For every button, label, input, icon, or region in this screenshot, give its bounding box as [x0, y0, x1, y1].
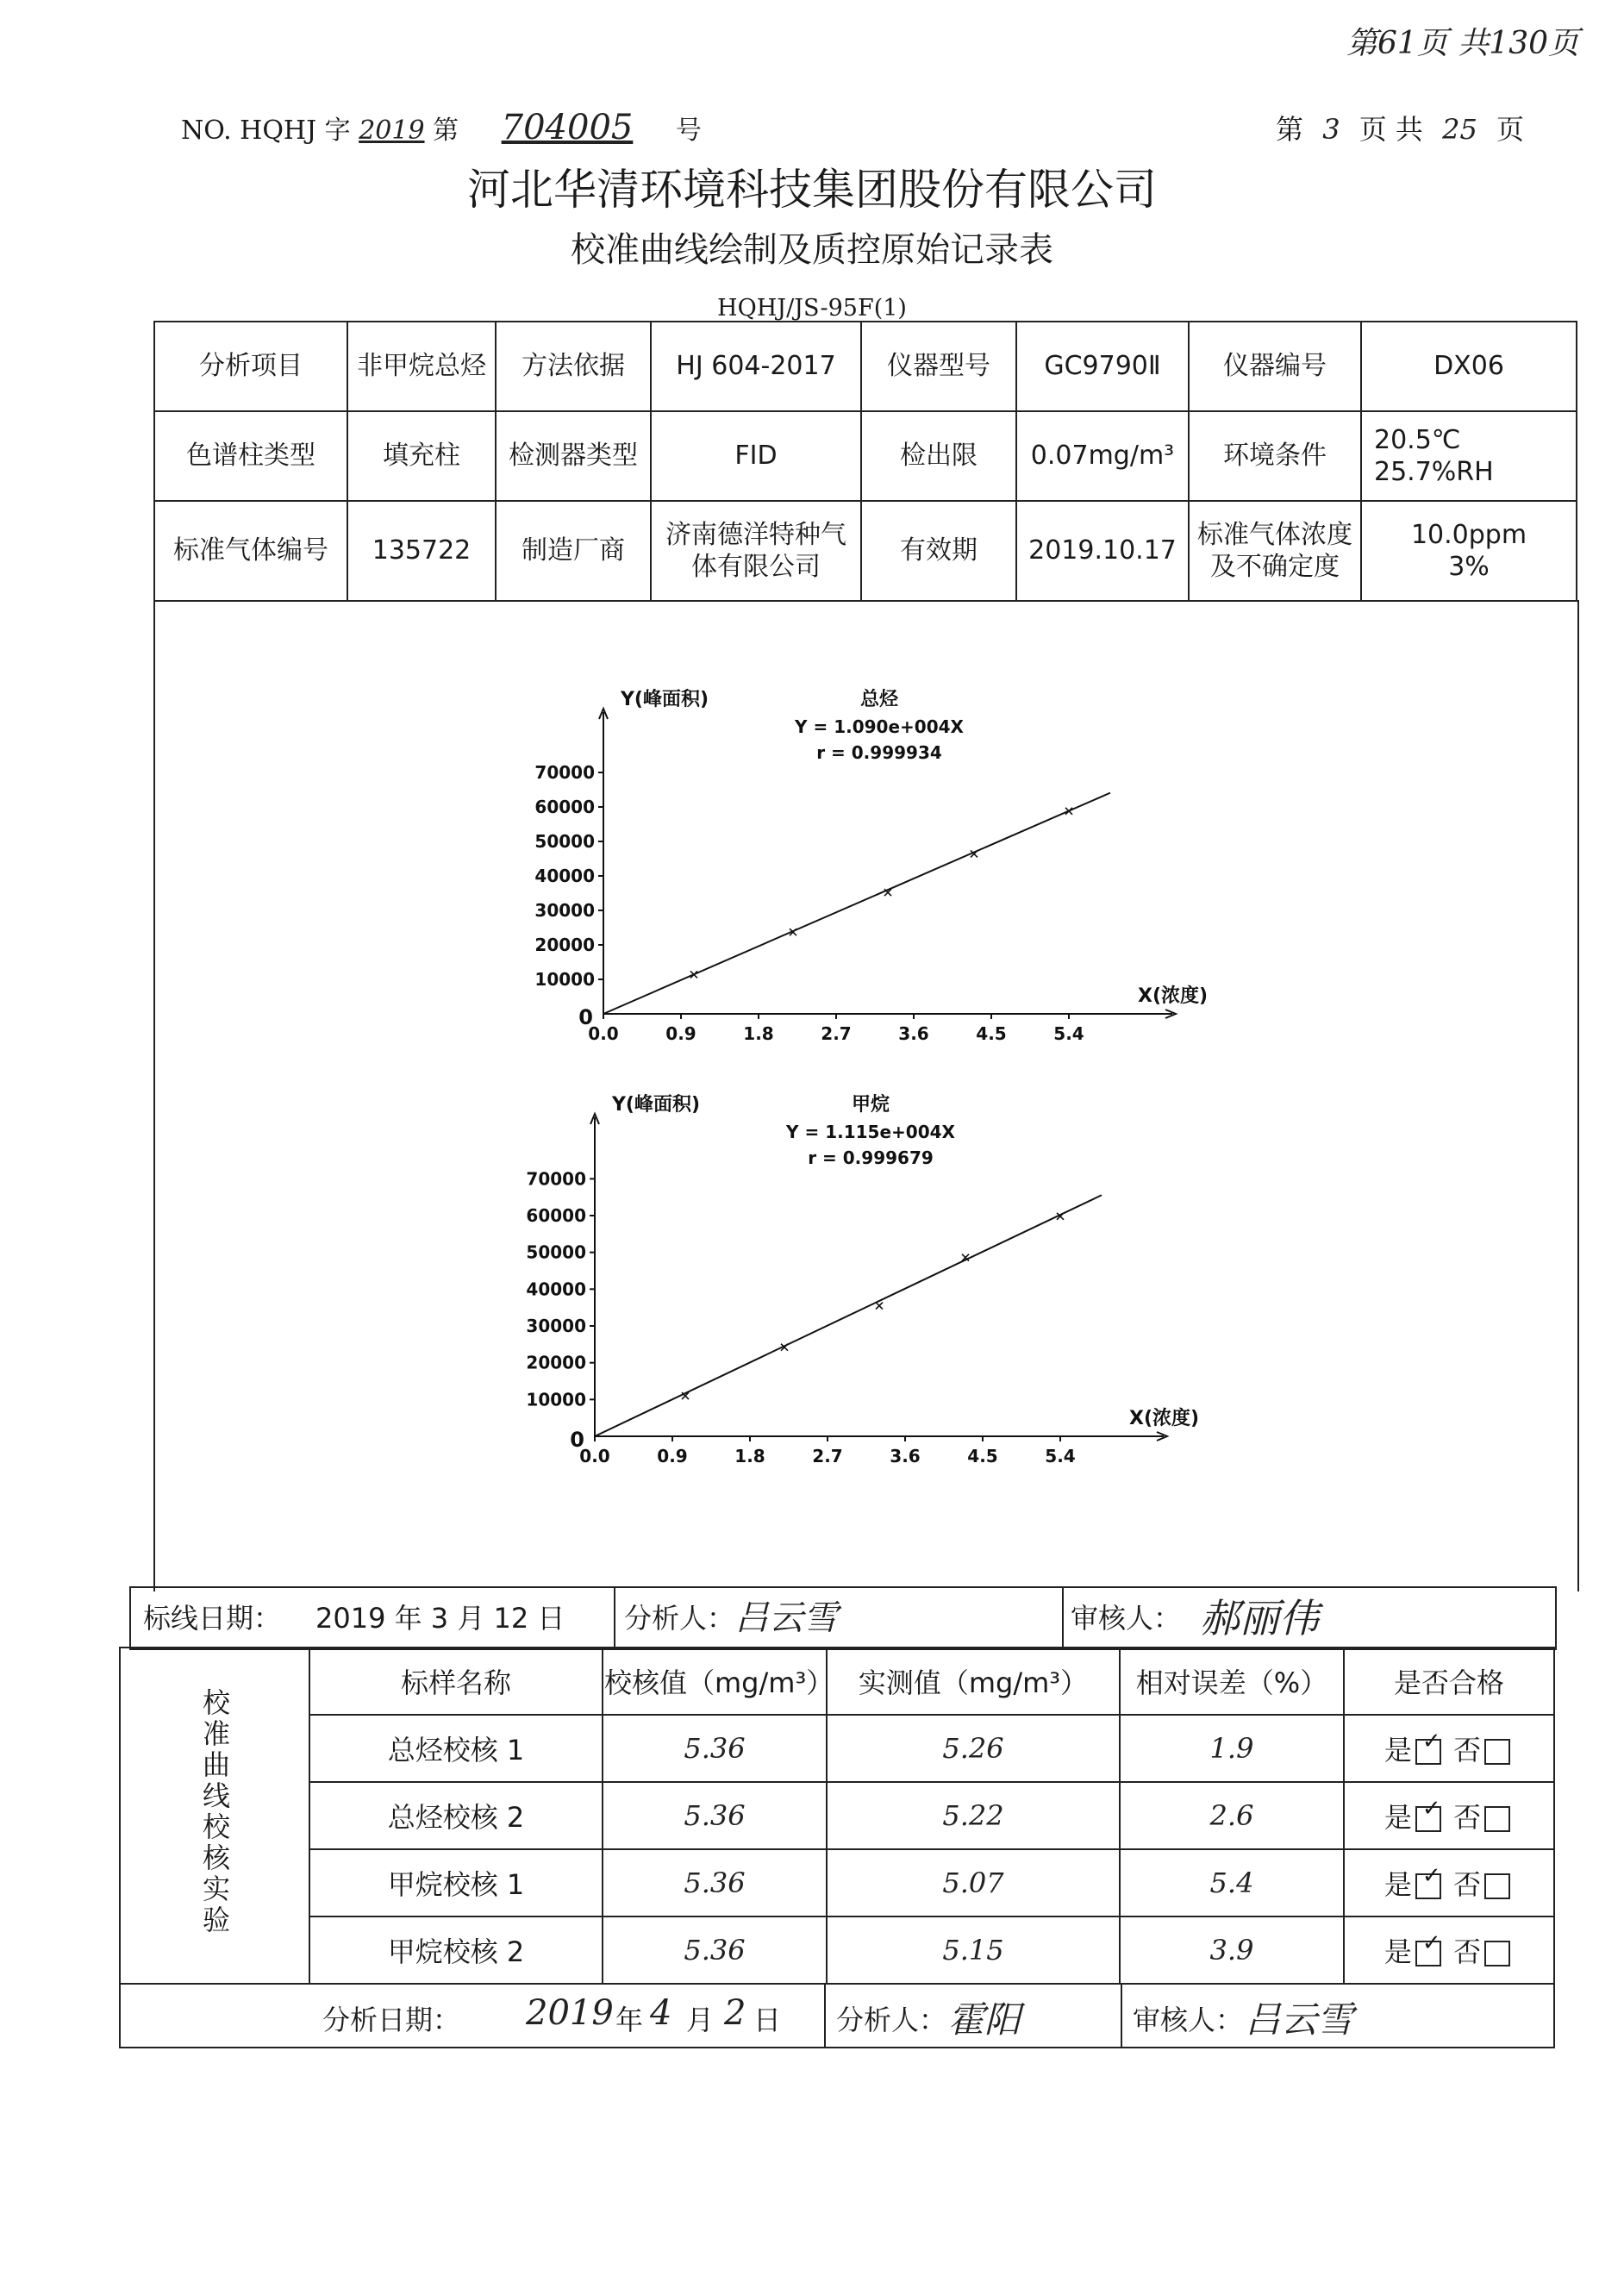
- doc-prefix: NO. HQHJ 字: [181, 116, 351, 146]
- y-tick-label: 40000: [526, 1279, 586, 1300]
- measured-value: 5.22: [827, 1782, 1120, 1849]
- x-tick-label: 5.4: [1045, 1446, 1076, 1466]
- value-instrument-id: DX06: [1361, 322, 1577, 411]
- label-std-concentration: 标准气体浓度及不确定度: [1189, 501, 1361, 601]
- no-checkbox[interactable]: [1484, 1941, 1510, 1966]
- calibration-date-value: 2019 年 3 月 12 日: [315, 1602, 565, 1635]
- label-instrument-model: 仪器型号: [861, 322, 1016, 411]
- y-tick-label: 70000: [534, 762, 595, 783]
- table-row: [120, 1849, 1554, 1916]
- relative-error: 3.9: [1120, 1916, 1344, 1984]
- relative-error: 1.9: [1120, 1715, 1344, 1782]
- yes-checkbox-checked[interactable]: ✓: [1415, 1806, 1441, 1832]
- label-analysis-item: 分析项目: [154, 322, 347, 411]
- month-unit: 月: [686, 2004, 715, 2036]
- sample-name: 甲烷校核 2: [309, 1916, 603, 1984]
- footer-cell: [120, 1984, 1554, 2048]
- reference-value: 5.36: [603, 1782, 827, 1849]
- check-date-label: 分析日期：: [322, 2004, 461, 2036]
- correlation-coefficient: r = 0.999934: [816, 742, 942, 763]
- x-tick-label: 4.5: [976, 1023, 1007, 1044]
- doc-serial: 704005: [501, 108, 634, 147]
- pass-cell: [1344, 1782, 1554, 1849]
- pass-cell: [1344, 1849, 1554, 1916]
- data-point: [876, 1303, 883, 1310]
- correlation-coefficient: r = 0.999679: [808, 1147, 934, 1168]
- calibration-date-label: 标线日期：: [143, 1602, 282, 1635]
- check-date-month: 4: [650, 1993, 672, 2033]
- x-tick-label: 2.7: [821, 1023, 852, 1044]
- page-total: 25: [1442, 113, 1477, 146]
- sample-name: 总烃校核 1: [309, 1715, 603, 1782]
- no-checkbox[interactable]: [1484, 1806, 1510, 1832]
- y-tick-label: 40000: [534, 866, 595, 886]
- label-expiry: 有效期: [861, 501, 1016, 601]
- page-label-a: 第: [1276, 113, 1304, 146]
- header-relative-error: 相对误差（%）: [1120, 1648, 1344, 1715]
- value-instrument-model: GC9790Ⅱ: [1016, 322, 1189, 411]
- yes-checkbox-checked[interactable]: ✓: [1415, 1739, 1441, 1765]
- calibration-analyst-signature: 吕云雪: [734, 1598, 838, 1638]
- reference-value: 5.36: [603, 1916, 827, 1984]
- doc-year: 2019: [359, 116, 425, 146]
- form-title: 校准曲线绘制及质控原始记录表: [571, 230, 1053, 270]
- y-tick-label: 10000: [526, 1389, 586, 1410]
- calibration-reviewer-signature: 郝丽伟: [1200, 1595, 1319, 1641]
- chart-methane: [500, 1091, 1310, 1471]
- y-tick-label: 60000: [526, 1205, 586, 1226]
- doc-suffix: 号: [675, 116, 702, 146]
- check-analyst-label: 分析人：: [836, 2004, 947, 2036]
- section-label-cell: [120, 1648, 309, 1984]
- value-environment: [1361, 411, 1577, 501]
- y-tick-label: 30000: [534, 900, 595, 921]
- section-label: 校准曲线校核实验: [198, 1688, 231, 1936]
- yes-checkbox-checked[interactable]: ✓: [1415, 1941, 1441, 1966]
- label-instrument-id: 仪器编号: [1189, 322, 1361, 411]
- measured-value: 5.07: [827, 1849, 1120, 1916]
- yes-label: 是: [1384, 1801, 1412, 1834]
- x-tick-label: 3.6: [898, 1023, 929, 1044]
- yes-label: 是: [1384, 1935, 1412, 1968]
- table-row: [154, 501, 1577, 601]
- table-row: [120, 1916, 1554, 1984]
- value-method: HJ 604-2017: [651, 322, 861, 411]
- no-label: 否: [1453, 1734, 1482, 1766]
- archive-page-mark: 第61页 共130页: [1346, 26, 1579, 61]
- header-sample-name: 标样名称: [309, 1648, 603, 1715]
- check-reviewer-signature: 吕云雪: [1245, 1998, 1354, 2041]
- instrument-info-table: [153, 321, 1577, 602]
- std-concentration: 10.0ppm: [1410, 519, 1527, 550]
- value-manufacturer: 济南德洋特种气体有限公司: [651, 501, 861, 601]
- table-row: [154, 322, 1577, 411]
- check-date-day: 2: [724, 1993, 746, 2033]
- year-unit: 年: [615, 2004, 644, 2036]
- label-environment: 环境条件: [1189, 411, 1361, 501]
- reference-value: 5.36: [603, 1849, 827, 1916]
- value-column-type: 填充柱: [347, 411, 496, 501]
- x-tick-label: 0.9: [657, 1446, 688, 1466]
- pass-cell: [1344, 1916, 1554, 1984]
- std-uncertainty: 3%: [1448, 552, 1490, 582]
- measured-value: 5.26: [827, 1715, 1120, 1782]
- value-expiry: 2019.10.17: [1016, 501, 1189, 601]
- value-detection-limit: 0.07mg/m³: [1016, 411, 1189, 501]
- x-tick-label: 0.0: [579, 1446, 610, 1466]
- value-detector-type: FID: [651, 411, 861, 501]
- table-row: [154, 411, 1577, 501]
- x-axis-label: X(浓度): [1129, 1408, 1200, 1429]
- x-axis-label: X(浓度): [1138, 985, 1209, 1007]
- label-manufacturer: 制造厂商: [496, 501, 651, 601]
- y-tick-label: 70000: [526, 1168, 586, 1190]
- page-label-c: 页: [1496, 113, 1524, 146]
- value-std-concentration: [1361, 501, 1577, 601]
- x-tick-label: 1.8: [743, 1023, 774, 1044]
- regression-equation: Y = 1.115e+004X: [786, 1122, 955, 1142]
- no-checkbox[interactable]: [1484, 1873, 1510, 1899]
- y-tick-label: 20000: [534, 935, 595, 955]
- header-pass: 是否合格: [1344, 1648, 1554, 1715]
- y-tick-label: 20000: [526, 1352, 586, 1373]
- label-std-gas-id: 标准气体编号: [154, 501, 347, 601]
- calibration-reviewer-label: 审核人：: [1071, 1602, 1182, 1635]
- origin-label: 0: [578, 1005, 593, 1029]
- form-code: HQHJ/JS-95F(1): [717, 295, 907, 322]
- x-tick-label: 2.7: [812, 1446, 843, 1466]
- reference-value: 5.36: [603, 1715, 827, 1782]
- no-label: 否: [1453, 1801, 1482, 1834]
- page-info: [1276, 108, 1524, 147]
- label-column-type: 色谱柱类型: [154, 411, 347, 501]
- relative-error: 2.6: [1120, 1782, 1344, 1849]
- chart-title: 甲烷: [851, 1094, 890, 1116]
- y-axis-label: Y(峰面积): [621, 689, 709, 710]
- x-tick-label: 3.6: [890, 1446, 921, 1466]
- relative-error: 5.4: [1120, 1849, 1344, 1916]
- y-tick-label: 60000: [534, 797, 595, 817]
- table-row: [120, 1782, 1554, 1849]
- calibration-date-row: [129, 1586, 1557, 1650]
- table-header-row: [120, 1648, 1554, 1715]
- company-name: 河北华清环境科技集团股份有限公司: [467, 165, 1157, 215]
- day-unit: 日: [753, 2004, 782, 2036]
- measured-value: 5.15: [827, 1916, 1120, 1984]
- value-std-gas-id: 135722: [347, 501, 496, 601]
- y-tick-label: 30000: [526, 1316, 586, 1336]
- no-label: 否: [1453, 1868, 1482, 1901]
- label-method: 方法依据: [496, 322, 651, 411]
- header-reference-value: 校核值（mg/m³）: [603, 1648, 827, 1715]
- table-row: [120, 1715, 1554, 1782]
- label-detector-type: 检测器类型: [496, 411, 651, 501]
- yes-label: 是: [1384, 1868, 1412, 1901]
- origin-label: 0: [570, 1428, 584, 1452]
- footer-row: [120, 1984, 1554, 2048]
- check-reviewer-label: 审核人：: [1133, 2004, 1244, 2036]
- y-tick-label: 50000: [534, 831, 595, 852]
- sample-name: 甲烷校核 1: [309, 1849, 603, 1916]
- document-number: [181, 108, 702, 147]
- x-tick-label: 1.8: [734, 1446, 765, 1466]
- label-detection-limit: 检出限: [861, 411, 1016, 501]
- regression-equation: Y = 1.090e+004X: [795, 716, 964, 737]
- yes-checkbox-checked[interactable]: ✓: [1415, 1873, 1441, 1899]
- x-tick-label: 0.0: [588, 1023, 619, 1044]
- page-number: 3: [1322, 113, 1340, 146]
- y-tick-label: 10000: [534, 969, 595, 990]
- env-temperature: 20.5℃: [1374, 424, 1461, 455]
- check-analyst-signature: 霍阳: [948, 1998, 1021, 2041]
- calibration-check-table: [119, 1647, 1555, 2048]
- yes-label: 是: [1384, 1734, 1412, 1766]
- env-humidity: 25.7%RH: [1374, 457, 1494, 487]
- no-checkbox[interactable]: [1484, 1739, 1510, 1765]
- chart-total-hydrocarbons: [509, 686, 1319, 1048]
- fit-line: [603, 793, 1110, 1014]
- calibration-analyst-label: 分析人：: [624, 1602, 735, 1635]
- header-measured-value: 实测值（mg/m³）: [827, 1648, 1120, 1715]
- y-tick-label: 50000: [526, 1241, 586, 1263]
- value-analysis-item: 非甲烷总烃: [347, 322, 496, 411]
- chart-region: [153, 600, 1579, 1591]
- x-tick-label: 4.5: [967, 1446, 998, 1466]
- x-tick-label: 5.4: [1053, 1023, 1084, 1044]
- no-label: 否: [1453, 1935, 1482, 1968]
- pass-cell: [1344, 1715, 1554, 1782]
- chart-title: 总烃: [859, 689, 899, 710]
- x-tick-label: 0.9: [665, 1023, 696, 1044]
- doc-mid: 第: [433, 116, 459, 146]
- fit-line: [595, 1195, 1102, 1436]
- check-date-year: 2019: [526, 1993, 614, 2033]
- y-axis-label: Y(峰面积): [612, 1094, 701, 1116]
- sample-name: 总烃校核 2: [309, 1782, 603, 1849]
- page-label-b: 页 共: [1359, 113, 1423, 146]
